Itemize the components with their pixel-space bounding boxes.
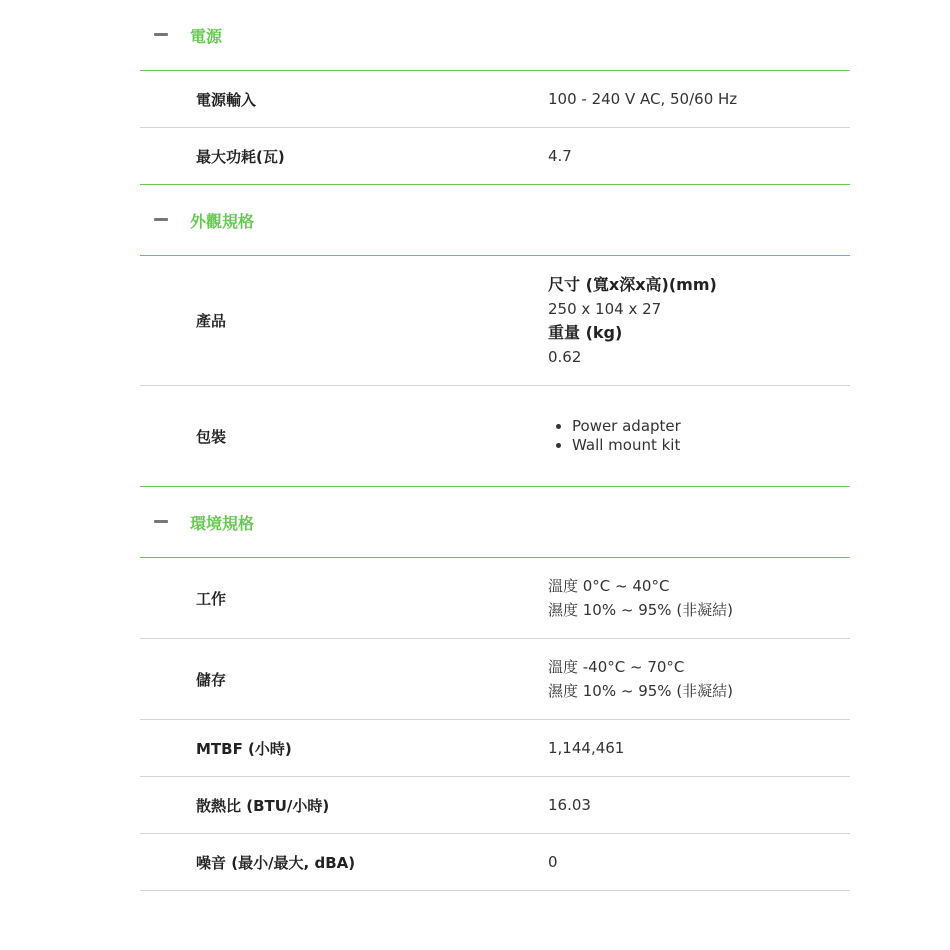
spec-value: 16.03 (548, 796, 591, 814)
section-header-power[interactable] (140, 0, 850, 71)
spec-value (548, 273, 850, 369)
spec-row-operating (140, 558, 850, 639)
spec-value: 100 - 240 V AC, 50/60 Hz (548, 90, 738, 108)
spec-label: 工作 (196, 589, 227, 608)
spec-table (140, 0, 850, 891)
section-title: 環境規格 (190, 513, 255, 533)
spec-value: 1,144,461 (548, 739, 625, 757)
spec-label: 產品 (196, 312, 227, 330)
section-title: 外觀規格 (190, 211, 255, 231)
size-heading: 尺寸 (寬x深x高)(mm) (548, 274, 717, 294)
spec-row-max-power (140, 128, 850, 185)
spec-label: 噪音 (最小/最大, dBA) (196, 853, 356, 872)
spec-label: 最大功耗(瓦) (196, 147, 285, 166)
spec-row-heat-dissipation (140, 777, 850, 834)
spec-value: 4.7 (548, 147, 572, 165)
weight-value: 0.62 (548, 347, 582, 366)
section-header-physical[interactable] (140, 185, 850, 256)
spec-row-package (140, 386, 850, 487)
minus-icon[interactable] (154, 213, 168, 227)
spec-value (548, 574, 850, 622)
spec-value (548, 655, 850, 703)
spec-row-storage (140, 639, 850, 720)
spec-row-power-input (140, 71, 850, 128)
list-item: • Wall mount kit (572, 436, 850, 455)
spec-label: MTBF (小時) (196, 739, 292, 758)
humidity-range: 濕度 10% ~ 95% (非凝結) (548, 601, 734, 619)
list-item: • Power adapter (572, 417, 850, 436)
humidity-range: 濕度 10% ~ 95% (非凝結) (548, 682, 734, 700)
spec-value: 0 (548, 853, 558, 871)
spec-label: 包裝 (196, 427, 227, 446)
temperature-range: 溫度 -40°C ~ 70°C (548, 658, 685, 676)
spec-value (548, 417, 850, 455)
minus-icon[interactable] (154, 515, 168, 529)
size-value: 250 x 104 x 27 (548, 299, 662, 318)
spec-row-product (140, 256, 850, 386)
spec-label: 電源輸入 (196, 90, 257, 109)
temperature-range: 溫度 0°C ~ 40°C (548, 577, 670, 595)
spec-row-noise (140, 834, 850, 891)
minus-icon[interactable] (154, 28, 168, 42)
spec-row-mtbf (140, 720, 850, 777)
section-title: 電源 (190, 26, 223, 46)
spec-label: 散熱比 (BTU/小時) (196, 796, 330, 815)
section-header-environment[interactable] (140, 487, 850, 558)
spec-label: 儲存 (196, 670, 227, 689)
package-list (548, 417, 850, 455)
weight-heading: 重量 (kg) (548, 322, 623, 342)
